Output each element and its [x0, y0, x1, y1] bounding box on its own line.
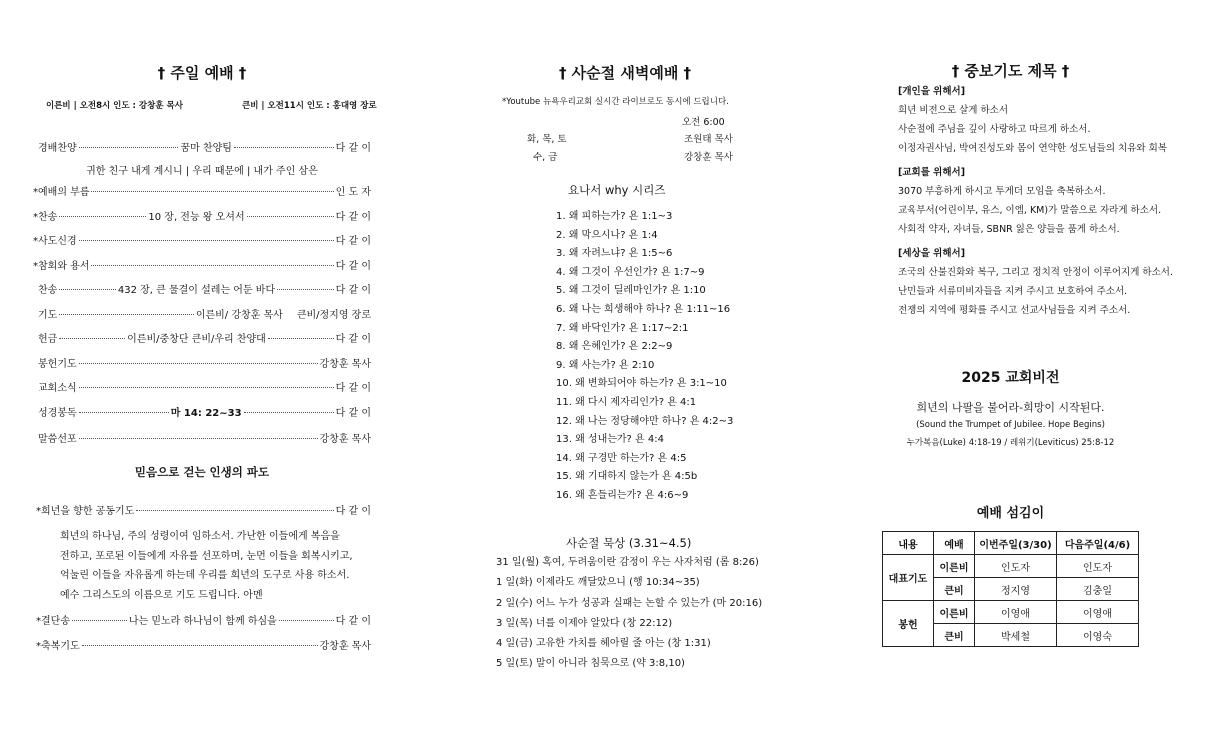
order-row: [38, 139, 371, 154]
order-item-label: *예배의 부름: [33, 187, 90, 198]
list-item: 5. 왜 그것이 딜레마인가? 욘 1:10: [556, 285, 706, 297]
order-row: [36, 637, 371, 652]
table-header: 예배: [934, 532, 975, 555]
live-stream-note: *Youtube 뉴욕우리교회 실시간 라이브로도 동시에 드립니다.: [502, 97, 729, 107]
order-item-label: *축복기도: [36, 641, 80, 652]
dot-leader: [79, 387, 334, 388]
order-item-leader: 다 같 이: [335, 236, 371, 247]
order-item-leader: 다 같 이: [335, 334, 372, 345]
dot-leader: [82, 645, 318, 646]
table-cell: 큰비: [934, 624, 975, 647]
table-header: 이번주일(3/30): [975, 532, 1057, 555]
list-item: 16. 왜 흔들리는가? 욘 4:6~9: [556, 489, 689, 501]
order-item-leader: 강창훈 목사: [319, 641, 371, 652]
dot-leader: [79, 412, 169, 413]
order-item-leader: 다 같 이: [335, 408, 372, 419]
dot-leader: [136, 510, 333, 511]
vision-scripture: 누가복음(Luke) 4:18-19 / 레위기(Leviticus) 25:8-12: [906, 438, 1115, 448]
dot-leader: [59, 314, 193, 315]
list-item: 2. 왜 막으시나? 욘 1:4: [556, 229, 658, 241]
lent-meditation-title: 사순절 묵상 (3.31~4.5): [566, 536, 692, 550]
list-item: 조국의 산불진화와 복구, 그리고 정치적 안정이 이루어지게 하소서.: [898, 267, 1173, 278]
list-item: 난민들과 서류미비자들을 지켜 주시고 보호하여 주소서.: [898, 286, 1128, 297]
order-item-detail: 10 장, 전능 왕 오셔서: [148, 212, 245, 223]
list-item: 4 일(금) 고유한 가치를 헤아릴 줄 아는 (창 1:31): [496, 638, 711, 650]
table-cell: 인도자: [975, 555, 1057, 578]
order-item-detail: 마 14: 22~33: [170, 408, 242, 419]
order-item-leader: 다 같 이: [335, 506, 371, 517]
list-item: 3070 부흥하게 하시고 투게더 모임을 축복하소서.: [898, 186, 1106, 197]
prayer-line: 전하고, 포로된 이들에게 자유를 선포하며, 눈먼 이들을 회복시키고,: [60, 550, 353, 562]
table-cell: 이영애: [1057, 601, 1139, 624]
praise-songs: 귀한 친구 내게 계시니 | 우리 때문에 | 내가 주인 삼은: [86, 166, 318, 177]
dot-leader: [59, 338, 125, 339]
church-prayer-section: [898, 163, 1161, 239]
dot-leader: [277, 289, 334, 290]
dot-leader: [79, 147, 179, 148]
list-item: 9. 왜 사는가? 욘 2:10: [556, 359, 655, 371]
prayer-line: 억눌린 이들을 자유롭게 하는데 우리를 희년의 도구로 사용 하소서.: [60, 570, 350, 581]
order-item-leader: 다 같 이: [335, 616, 372, 627]
table-group-cell: 봉헌: [883, 601, 934, 647]
order-item-leader: 강창훈 목사: [319, 434, 371, 445]
list-item: 4. 왜 그것이 우선인가? 욘 1:7~9: [556, 266, 705, 278]
list-item: 3 일(목) 너를 이제야 알았다 (창 22:12): [496, 617, 673, 629]
table-cell: 이른비: [934, 601, 975, 624]
order-item-label: 말씀선포: [38, 434, 77, 445]
section-heading: [교회를 위해서]: [898, 167, 966, 178]
list-item: 1. 왜 피하는가? 욘 1:1~3: [556, 211, 673, 222]
table-cell: 큰비: [934, 578, 975, 601]
servants-title: 예배 섬김이: [976, 506, 1045, 521]
list-item: 전쟁의 지역에 평화를 주시고 선교사님들을 지켜 주소서.: [898, 305, 1131, 316]
vision-title: 2025 교회비전: [961, 370, 1060, 386]
servants-table: [882, 531, 1139, 647]
table-cell: 이른비: [934, 555, 975, 578]
world-prayer-section: [898, 244, 1173, 320]
dot-leader: [72, 620, 127, 621]
table-cell: 김충일: [1057, 578, 1139, 601]
order-item-leader: 다 같 이: [335, 261, 371, 272]
order-item-label: *희년을 향한 공동기도: [36, 506, 135, 517]
dot-leader: [59, 289, 116, 290]
table-row: [883, 601, 1139, 624]
list-item: 2 일(수) 어느 누가 성공과 실패는 논할 수 있는가 (마 20:16): [496, 597, 763, 609]
table-group-cell: 대표기도: [883, 555, 934, 601]
order-row: [38, 430, 371, 445]
list-item: 31 일(월) 혹여, 두려움이란 감정이 우는 사자처럼 (롬 8:26): [496, 557, 759, 568]
order-item-label: 교회소식: [38, 383, 77, 394]
dot-leader: [244, 412, 334, 413]
order-row: [33, 232, 371, 247]
list-item: 15. 왜 기대하지 않는가 욘 4:5b: [556, 471, 698, 483]
dot-leader: [234, 147, 334, 148]
list-item: 이정자권사님, 박여진성도와 몸이 연약한 성도님들의 치유와 회복: [898, 143, 1167, 154]
section-heading: [세상을 위해서]: [898, 248, 966, 259]
dot-leader: [91, 191, 333, 192]
table-cell: 이영숙: [1057, 624, 1139, 647]
days-tue-thu-sat: 화, 목, 토: [527, 134, 567, 145]
intercession-title: † 중보기도 제목 †: [951, 62, 1070, 80]
order-item-label: 기도: [38, 310, 58, 321]
jonah-series-title: 요나서 why 시리즈: [568, 183, 666, 197]
dot-leader: [59, 216, 146, 217]
table-cell: 정지영: [975, 578, 1057, 601]
order-item-detail: 이른비/ 강창훈 목사: [195, 310, 283, 321]
list-item: 6. 왜 나는 희생해야 하나? 욘 1:11~16: [556, 303, 731, 315]
list-item: 10. 왜 변화되어야 하는가? 욘 3:1~10: [556, 378, 727, 390]
order-row: [36, 612, 371, 627]
order-item-leader: 인 도 자: [335, 187, 371, 198]
order-item-leader: 다 같 이: [335, 383, 371, 394]
order-row: [33, 183, 371, 198]
order-row: [38, 330, 371, 345]
sunday-worship-title: † 주일 예배 †: [157, 64, 247, 82]
order-item-detail: 432 장, 큰 물결이 설레는 어둔 바다: [117, 285, 276, 296]
leader-wed-fri: 강창훈 목사: [684, 152, 733, 163]
list-item: 3. 왜 자려느냐? 욘 1:5~6: [556, 248, 673, 260]
dawn-time: 오전 6:00: [682, 117, 725, 128]
order-item-label: *사도신경: [33, 236, 77, 247]
personal-prayer-section: [898, 82, 1167, 158]
order-row: [38, 306, 371, 321]
dot-leader: [79, 363, 318, 364]
order-item-label: *참회와 용서: [33, 261, 90, 272]
order-item-detail: 꿈마 찬양팀: [180, 143, 232, 154]
list-item: 희년 비전으로 살게 하소서: [898, 105, 1009, 116]
order-item-label: *결단송: [36, 616, 70, 627]
dawn-worship-title: † 사순절 새벽예배 †: [558, 64, 692, 82]
jubilee-prayer-text: [60, 527, 365, 605]
table-header: 다음주일(4/6): [1057, 532, 1139, 555]
list-item: 교육부서(어린이부, 유스, 이엠, KM)가 말씀으로 자라게 하소서.: [898, 205, 1162, 216]
order-item-leader: 큰비/정지영 장로: [296, 310, 371, 321]
jonah-series-list: [556, 208, 733, 506]
list-item: 11. 왜 다시 제자리인가? 욘 4:1: [556, 396, 697, 408]
list-item: 사순절에 주님을 깊이 사랑하고 따르게 하소서.: [898, 124, 1091, 135]
table-cell: 인도자: [1057, 555, 1139, 578]
order-item-leader: 강창훈 목사: [319, 359, 371, 370]
dot-leader: [279, 620, 334, 621]
early-service-info: 이른비 | 오전8시 인도 : 강창훈 목사: [46, 101, 183, 111]
order-row: [38, 404, 371, 419]
order-item-label: 헌금: [38, 334, 58, 345]
order-row: [38, 281, 371, 296]
order-item-label: 찬송: [38, 285, 58, 296]
order-row: [38, 355, 371, 370]
order-row: [33, 257, 371, 272]
order-item-detail: 이른비/중창단 큰비/우리 찬양대: [127, 334, 266, 345]
table-cell: 박세철: [975, 624, 1057, 647]
table-cell: 이영애: [975, 601, 1057, 624]
dot-leader: [79, 438, 318, 439]
list-item: 8. 왜 은혜인가? 욘 2:2~9: [556, 341, 673, 353]
dot-leader: [91, 265, 333, 266]
order-row: [38, 379, 371, 394]
prayer-line: 예수 그리스도의 이름으로 기도 드립니다. 아멘: [60, 589, 263, 601]
vision-motto-english: (Sound the Trumpet of Jubilee. Hope Begins): [916, 420, 1105, 430]
order-item-label: 봉헌기도: [38, 359, 77, 370]
order-item-leader: 다 같 이: [335, 143, 371, 154]
list-item: 7. 왜 바닥인가? 욘 1:17~2:1: [556, 322, 689, 334]
prayer-line: 희년의 하나님, 주의 성령이여 임하소서. 가난한 이들에게 복음을: [60, 531, 340, 542]
table-row: [883, 555, 1139, 578]
dot-leader: [268, 338, 334, 339]
order-item-label: *찬송: [33, 212, 58, 223]
lent-meditation-list: [496, 553, 762, 675]
days-wed-fri: 수, 금: [533, 152, 558, 163]
list-item: 사회적 약자, 자녀들, SBNR 잃은 양들을 품게 하소서.: [898, 224, 1120, 235]
order-item-label: 경배찬양: [38, 143, 77, 154]
section-heading: [개인을 위해서]: [898, 86, 966, 97]
leader-tue-thu-sat: 조원태 목사: [684, 134, 733, 145]
late-service-info: 큰비 | 오전11시 인도 : 홍대영 장로: [242, 101, 377, 111]
sermon-title: 믿음으로 걷는 인생의 파도: [134, 465, 270, 479]
list-item: 1 일(화) 이제라도 깨달았으니 (행 10:34~35): [496, 577, 700, 589]
order-row: [36, 502, 371, 517]
dot-leader: [79, 240, 334, 241]
list-item: 12. 왜 나는 정당해야만 하나? 욘 4:2~3: [556, 415, 734, 427]
dot-leader: [247, 216, 334, 217]
table-header: 내용: [883, 532, 934, 555]
vision-motto: 희년의 나팔을 불어라-희망이 시작된다.: [916, 401, 1105, 414]
table-header-row: [883, 532, 1139, 555]
list-item: 14. 왜 구경만 하는가? 욘 4:5: [556, 452, 687, 464]
list-item: 5 일(토) 말이 아니라 침묵으로 (약 3:8,10): [496, 658, 685, 670]
list-item: 13. 왜 성내는가? 욘 4:4: [556, 434, 664, 446]
order-item-leader: 다 같 이: [335, 212, 372, 223]
order-item-label: 성경봉독: [38, 408, 77, 419]
order-item-detail: 나는 믿노라 하나님이 함께 하심을: [128, 616, 277, 627]
order-row: [33, 208, 371, 223]
order-item-leader: 다 같 이: [335, 285, 371, 296]
